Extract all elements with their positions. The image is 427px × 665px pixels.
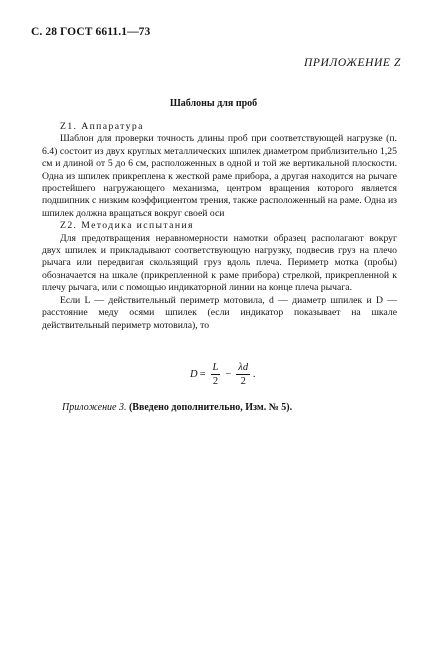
amendment-note-label: Приложение 3. [62, 402, 127, 413]
document-title: Шаблоны для проб [169, 98, 258, 109]
formula-fraction-2-denominator: 2 [240, 375, 246, 387]
formula-fraction-1-denominator: 2 [212, 375, 219, 387]
paragraph-method-1: Для предотвращения неравномерности намотки образец располагают вокруг двух шпилек и прикладывают соответствующую нагрузку, подвесив груз на плечо рычага или передвигая скользящий груз вдоль плеча. Периметр мотка (пробы) обозначается на шкале (прикрепленной к раме прибора) стрелкой, прикрепленной к плечу рычага, или с помощью индикаторной линии на конце плеча рычага. [42, 232, 397, 294]
formula-equals: = [199, 368, 206, 380]
formula-fraction-2 [236, 362, 250, 387]
amendment-note-text: (Введено дополнительно, Изм. № 5). [128, 402, 293, 413]
amendment-note [62, 402, 292, 413]
paragraph-apparatus: Шаблон для проверки точность длины проб при соответствующей нагрузке (п. 6.4) состоит из двух круглых металлических шпилек диаметром приблизительно 1,25 см и длиной от 5 до 6 см, расположенных в одной и той же вертикальной плоскости. Одна из шпилек прикреплена к жесткой раме прибора, а другая находится на рычаге простейшего нагружающего механизма, центром вращения которого является подшипник с низким коэффициентом трения, также расположенный на раме. Одна из шпилек должна вращаться вокруг своей оси [42, 133, 397, 219]
appendix-label: ПРИЛОЖЕНИЕ Z [304, 57, 401, 69]
formula-fraction-1-numerator: L [212, 361, 219, 373]
formula-lhs: D [190, 368, 198, 380]
section-apparatus [42, 121, 397, 332]
formula-minus: − [225, 368, 232, 380]
section-heading-apparatus: Z1. Аппаратура [60, 121, 144, 132]
page-header: С. 28 ГОСТ 6611.1—73 [31, 26, 151, 38]
formula [190, 357, 256, 391]
formula-end: . [253, 368, 256, 380]
paragraph-method-2: Если L — действительный периметр мотовила, d — диаметр шпилек и D — расстояние меду осями шпилек (если индикатор показывает на шкале действительный периметр мотовила), то [42, 294, 397, 331]
formula-fraction-1 [211, 362, 221, 387]
section-heading-method: Z2. Методика испытания [60, 220, 194, 232]
formula-fraction-2-numerator: λd [238, 361, 249, 373]
